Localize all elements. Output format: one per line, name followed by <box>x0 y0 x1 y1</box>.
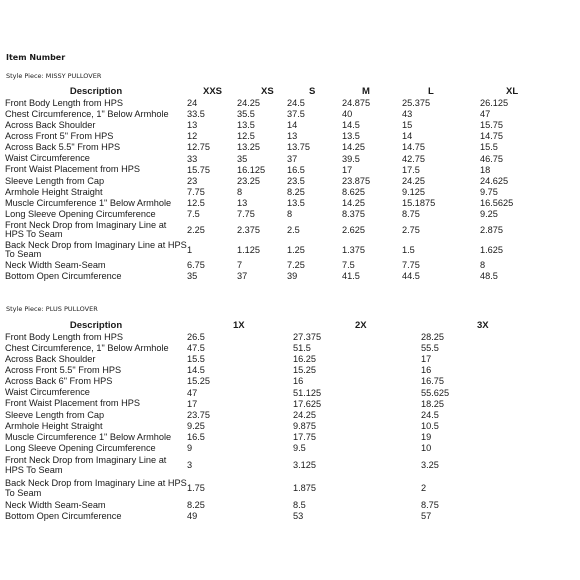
plus-row-description: Waist Circumference <box>5 387 90 398</box>
plus-row-value: 47.5 <box>187 343 205 354</box>
plus-row-value: 3.125 <box>293 460 316 471</box>
plus-row-value: 55.5 <box>421 343 439 354</box>
missy-row-description: Front Waist Placement from HPS <box>5 164 140 175</box>
missy-table-row <box>5 209 580 220</box>
missy-row-value: 2.75 <box>402 224 420 235</box>
missy-header-s: S <box>309 86 316 97</box>
missy-row-value: 2.625 <box>342 224 365 235</box>
missy-row-value: 1.125 <box>237 244 260 255</box>
missy-row-value: 13.5 <box>237 120 255 131</box>
plus-style-piece-label: Style Piece: PLUS PULLOVER <box>6 305 98 313</box>
plus-table-row <box>5 477 580 500</box>
missy-row-value: 7.75 <box>237 208 255 219</box>
missy-row-description: Bottom Open Circumference <box>5 270 122 281</box>
plus-row-description: Long Sleeve Opening Circumference <box>5 442 156 453</box>
missy-row-value: 13.75 <box>287 142 310 153</box>
missy-row-value: 24.875 <box>342 98 371 109</box>
plus-table-row <box>5 365 580 376</box>
plus-row-value: 14.5 <box>187 365 205 376</box>
plus-header-3x: 3X <box>477 319 489 331</box>
plus-table-row <box>5 511 580 522</box>
missy-row-value: 16.5 <box>287 164 305 175</box>
plus-table-row <box>5 332 580 343</box>
missy-row-value: 1.625 <box>480 244 503 255</box>
missy-row-value: 12.5 <box>237 131 255 142</box>
missy-row-description: Muscle Circumference 1" Below Armhole <box>5 197 172 208</box>
missy-row-value: 35 <box>237 153 248 164</box>
plus-row-value: 24.25 <box>293 409 316 420</box>
plus-row-value: 9.5 <box>293 442 306 453</box>
missy-row-description: Waist Circumference <box>5 153 90 164</box>
missy-row-value: 6.75 <box>187 260 205 271</box>
missy-row-description: Front Neck Drop from Imaginary Line at HPS To Seam <box>5 219 167 240</box>
missy-row-value: 14 <box>287 120 298 131</box>
missy-row-value: 47 <box>480 109 491 120</box>
missy-row-value: 24.25 <box>402 175 425 186</box>
plus-row-value: 10.5 <box>421 420 439 431</box>
plus-table-row <box>5 443 580 454</box>
missy-row-value: 16.5625 <box>480 197 514 208</box>
missy-row-value: 9.25 <box>480 208 498 219</box>
missy-row-value: 14.75 <box>480 131 503 142</box>
missy-row-value: 7.5 <box>342 260 355 271</box>
plus-row-value: 53 <box>293 511 304 522</box>
missy-row-value: 37.5 <box>287 109 305 120</box>
missy-table-row <box>5 187 580 198</box>
missy-size-table <box>5 85 580 282</box>
plus-table-row <box>5 399 580 410</box>
missy-row-value: 12 <box>187 131 198 142</box>
missy-row-value: 13.25 <box>237 142 260 153</box>
plus-row-value: 18.25 <box>421 398 444 409</box>
missy-row-value: 8 <box>287 208 293 219</box>
missy-row-description: Chest Circumference, 1" Below Armhole <box>5 108 169 119</box>
plus-size-table <box>5 318 580 522</box>
missy-row-value: 2.375 <box>237 224 260 235</box>
missy-row-value: 9.125 <box>402 186 425 197</box>
plus-row-description: Front Neck Drop from Imaginary Line at HPS To Seam <box>5 455 167 475</box>
plus-row-description: Armhole Height Straight <box>5 420 103 431</box>
plus-row-value: 15.25 <box>187 376 210 387</box>
plus-row-value: 9.875 <box>293 420 316 431</box>
missy-row-description: Neck Width Seam-Seam <box>5 259 106 270</box>
missy-header-xl: XL <box>506 86 519 97</box>
plus-row-value: 24.5 <box>421 409 439 420</box>
missy-table-row <box>5 120 580 131</box>
missy-row-description: Sleeve Length from Cap <box>5 175 105 186</box>
plus-table-row <box>5 343 580 354</box>
missy-table-row <box>5 220 580 240</box>
plus-row-value: 16.75 <box>421 376 444 387</box>
missy-row-value: 23.5 <box>287 175 305 186</box>
plus-header-description: Description <box>69 319 123 331</box>
missy-row-value: 8 <box>237 186 243 197</box>
missy-row-value: 37 <box>287 153 298 164</box>
missy-row-description: Back Neck Drop from Imaginary Line at HPS To Seam <box>5 239 187 260</box>
plus-row-value: 51.5 <box>293 343 311 354</box>
missy-row-value: 7.75 <box>402 260 420 271</box>
missy-row-value: 24.5 <box>287 98 305 109</box>
plus-row-value: 57 <box>421 511 432 522</box>
plus-header-row <box>5 318 580 332</box>
plus-row-value: 8.5 <box>293 500 306 511</box>
missy-table-row <box>5 98 580 109</box>
missy-row-value: 14.25 <box>342 197 365 208</box>
missy-row-description: Across Back 5.5" From HPS <box>5 142 121 153</box>
missy-header-row <box>5 85 580 98</box>
missy-row-value: 13 <box>287 131 298 142</box>
plus-row-value: 16.25 <box>293 354 316 365</box>
plus-table-row <box>5 387 580 398</box>
plus-row-description: Front Waist Placement from HPS <box>5 398 140 409</box>
plus-table-row <box>5 410 580 421</box>
plus-row-value: 28.25 <box>421 332 444 343</box>
missy-header-m: M <box>362 86 370 97</box>
missy-row-value: 44.5 <box>402 271 420 282</box>
plus-row-value: 9.25 <box>187 420 205 431</box>
plus-row-value: 17.625 <box>293 398 322 409</box>
missy-row-value: 14 <box>402 131 413 142</box>
missy-row-value: 25.375 <box>402 98 431 109</box>
plus-row-value: 3 <box>187 460 193 471</box>
plus-row-value: 10 <box>421 442 432 453</box>
missy-row-value: 8.75 <box>402 208 420 219</box>
missy-row-value: 48.5 <box>480 271 498 282</box>
plus-row-value: 23.75 <box>187 409 210 420</box>
plus-row-value: 26.5 <box>187 332 205 343</box>
missy-row-value: 9.75 <box>480 186 498 197</box>
missy-row-value: 13.5 <box>342 131 360 142</box>
plus-row-description: Sleeve Length from Cap <box>5 409 105 420</box>
missy-row-value: 23 <box>187 175 198 186</box>
plus-row-value: 51.125 <box>293 387 322 398</box>
missy-row-value: 2.875 <box>480 224 503 235</box>
plus-row-description: Across Back 6" From HPS <box>5 376 113 387</box>
missy-row-value: 37 <box>237 271 248 282</box>
plus-row-value: 16.5 <box>187 431 205 442</box>
plus-table-row <box>5 432 580 443</box>
missy-row-value: 7.5 <box>187 208 200 219</box>
plus-row-description: Across Front 5.5" From HPS <box>5 365 122 376</box>
missy-row-value: 8 <box>480 260 486 271</box>
missy-row-value: 43 <box>402 109 413 120</box>
missy-row-value: 24.625 <box>480 175 509 186</box>
missy-table-row <box>5 109 580 120</box>
missy-row-value: 1.5 <box>402 244 415 255</box>
plus-row-value: 9 <box>187 442 193 453</box>
missy-row-value: 40 <box>342 109 353 120</box>
plus-row-description: Across Back Shoulder <box>5 354 96 365</box>
plus-table-row <box>5 376 580 387</box>
missy-row-value: 42.75 <box>402 153 425 164</box>
missy-row-value: 15.75 <box>187 164 210 175</box>
missy-table-row <box>5 153 580 164</box>
missy-row-value: 24 <box>187 98 198 109</box>
missy-row-value: 12.5 <box>187 197 205 208</box>
missy-row-value: 33 <box>187 153 198 164</box>
missy-row-value: 23.875 <box>342 175 371 186</box>
missy-row-value: 18 <box>480 164 491 175</box>
missy-row-value: 12.75 <box>187 142 210 153</box>
missy-row-value: 14.75 <box>402 142 425 153</box>
missy-row-value: 23.25 <box>237 175 260 186</box>
plus-header-1x: 1X <box>233 319 245 331</box>
missy-row-value: 2.5 <box>287 224 300 235</box>
missy-row-value: 33.5 <box>187 109 205 120</box>
missy-table-row <box>5 198 580 209</box>
missy-row-value: 7.25 <box>287 260 305 271</box>
missy-row-description: Across Front 5" From HPS <box>5 131 114 142</box>
missy-row-description: Across Back Shoulder <box>5 120 96 131</box>
plus-table-row <box>5 354 580 365</box>
missy-row-value: 14.25 <box>342 142 365 153</box>
plus-row-value: 15.5 <box>187 354 205 365</box>
plus-row-description: Chest Circumference, 1" Below Armhole <box>5 342 169 353</box>
missy-row-value: 35.5 <box>237 109 255 120</box>
missy-row-value: 13 <box>237 197 248 208</box>
missy-row-value: 1 <box>187 244 193 255</box>
missy-row-description: Long Sleeve Opening Circumference <box>5 208 156 219</box>
plus-row-description: Bottom Open Circumference <box>5 510 122 521</box>
plus-table-row <box>5 500 580 511</box>
missy-row-value: 7 <box>237 260 243 271</box>
plus-row-value: 15.25 <box>293 365 316 376</box>
missy-row-value: 1.375 <box>342 244 365 255</box>
missy-row-value: 15 <box>402 120 413 131</box>
plus-header-2x: 2X <box>355 319 367 331</box>
missy-row-value: 13 <box>187 120 198 131</box>
plus-table-row <box>5 454 580 477</box>
missy-row-value: 41.5 <box>342 271 360 282</box>
missy-row-description: Armhole Height Straight <box>5 186 103 197</box>
missy-row-value: 15.1875 <box>402 197 436 208</box>
plus-row-value: 16 <box>293 376 304 387</box>
missy-row-value: 8.25 <box>287 186 305 197</box>
missy-row-value: 8.625 <box>342 186 365 197</box>
missy-row-value: 14.5 <box>342 120 360 131</box>
missy-row-value: 39.5 <box>342 153 360 164</box>
plus-row-value: 17.75 <box>293 431 316 442</box>
missy-row-value: 46.75 <box>480 153 503 164</box>
plus-row-description: Muscle Circumference 1" Below Armhole <box>5 431 172 442</box>
missy-header-xxs: XXS <box>203 86 223 97</box>
missy-header-l: L <box>428 86 434 97</box>
missy-table-row <box>5 142 580 153</box>
missy-row-value: 35 <box>187 271 198 282</box>
plus-row-value: 19 <box>421 431 432 442</box>
missy-style-piece-label: Style Piece: MISSY PULLOVER <box>6 72 102 80</box>
missy-row-value: 39 <box>287 271 298 282</box>
missy-row-value: 7.75 <box>187 186 205 197</box>
missy-row-value: 24.25 <box>237 98 260 109</box>
plus-row-value: 2 <box>421 483 427 494</box>
missy-table-row <box>5 260 580 271</box>
missy-row-value: 2.25 <box>187 224 205 235</box>
missy-row-value: 15.75 <box>480 120 503 131</box>
plus-row-value: 47 <box>187 387 198 398</box>
missy-row-value: 8.375 <box>342 208 365 219</box>
plus-row-value: 8.25 <box>187 500 205 511</box>
plus-row-value: 16 <box>421 365 432 376</box>
missy-row-value: 15.5 <box>480 142 498 153</box>
plus-row-value: 8.75 <box>421 500 439 511</box>
missy-row-value: 17 <box>342 164 353 175</box>
missy-header-xs: XS <box>261 86 274 97</box>
missy-row-value: 26.125 <box>480 98 509 109</box>
item-number-heading: Item Number <box>6 53 66 62</box>
plus-row-value: 49 <box>187 511 198 522</box>
missy-row-value: 13.5 <box>287 197 305 208</box>
missy-table-row <box>5 271 580 282</box>
plus-row-description: Neck Width Seam-Seam <box>5 499 106 510</box>
plus-row-value: 1.75 <box>187 483 205 494</box>
plus-row-value: 17 <box>187 398 198 409</box>
plus-row-value: 27.375 <box>293 332 322 343</box>
missy-row-value: 17.5 <box>402 164 420 175</box>
missy-table-row <box>5 176 580 187</box>
missy-row-value: 1.25 <box>287 244 305 255</box>
plus-row-value: 1.875 <box>293 483 316 494</box>
plus-row-value: 3.25 <box>421 460 439 471</box>
plus-row-value: 17 <box>421 354 432 365</box>
plus-row-description: Back Neck Drop from Imaginary Line at HPS To Seam <box>5 478 187 498</box>
plus-row-description: Front Body Length from HPS <box>5 331 123 342</box>
missy-row-value: 16.125 <box>237 164 266 175</box>
missy-row-description: Front Body Length from HPS <box>5 97 123 108</box>
missy-table-row <box>5 165 580 176</box>
missy-table-row <box>5 240 580 260</box>
plus-row-value: 55.625 <box>421 387 450 398</box>
missy-table-row <box>5 131 580 142</box>
plus-table-row <box>5 421 580 432</box>
missy-header-description: Description <box>69 86 123 97</box>
